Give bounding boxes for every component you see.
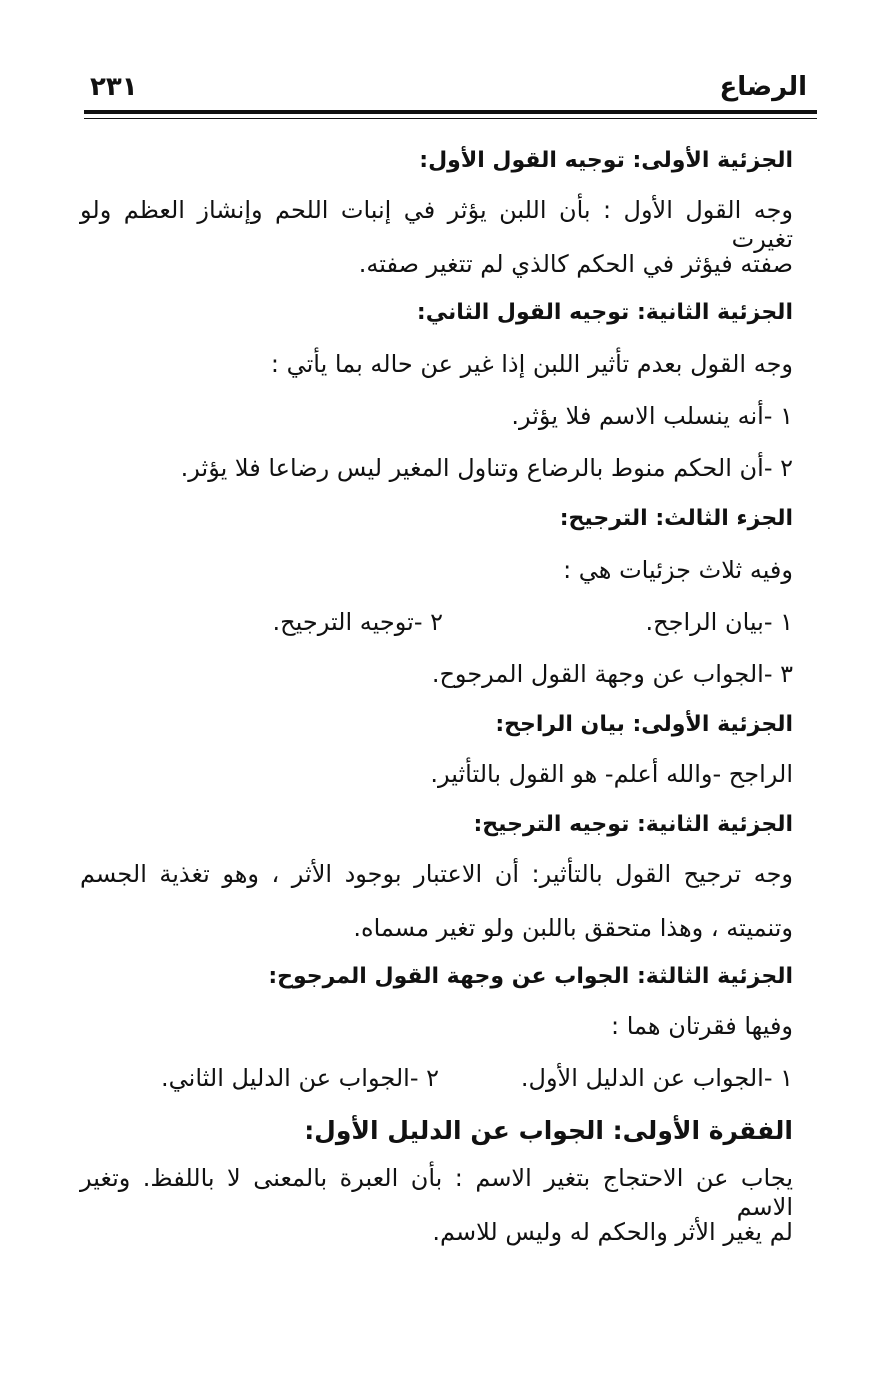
subheading-second-view: الجزئية الثانية: توجيه القول الثاني:	[416, 300, 793, 325]
paragraph-line: الراجح -والله أعلم- هو القول بالتأثير.	[430, 760, 793, 788]
paragraph-line: صفته فيؤثر في الحكم كالذي لم تتغير صفته.	[358, 250, 793, 278]
paragraph-line: يجاب عن الاحتجاج بتغير الاسم : بأن العبرة بالمعنى لا باللفظ. وتغير الاسم	[80, 1164, 793, 1221]
paragraph-line: وجه ترجيح القول بالتأثير: أن الاعتبار بوجود الأثر ، وهو تغذية الجسم	[80, 860, 793, 888]
heading-part-three: الجزء الثالث: الترجيح:	[559, 506, 793, 531]
paragraph-line: وفيها فقرتان هما :	[611, 1012, 793, 1040]
paragraph-line: لم يغير الأثر والحكم له وليس للاسم.	[432, 1218, 793, 1246]
page-header	[84, 72, 817, 112]
list-item: ٣ -الجواب عن وجهة القول المرجوح.	[431, 660, 793, 688]
heading-paragraph-one: الفقرة الأولى: الجواب عن الدليل الأول:	[304, 1116, 793, 1145]
list-item: ٢ -توجيه الترجيح.	[272, 608, 443, 636]
list-item: ١ -الجواب عن الدليل الأول.	[520, 1064, 793, 1092]
subheading-preference-reason: الجزئية الثانية: توجيه الترجيح:	[473, 812, 793, 837]
subheading-answer: الجزئية الثالثة: الجواب عن وجهة القول المرجوح:	[268, 964, 793, 989]
running-title: الرضاع	[719, 72, 807, 102]
paragraph-line: وفيه ثلاث جزئيات هي :	[563, 556, 793, 584]
subheading-preferred: الجزئية الأولى: بيان الراجح:	[495, 712, 793, 737]
header-rule-thick	[84, 110, 817, 114]
paragraph-line: وتنميته ، وهذا متحقق باللبن ولو تغير مسماه.	[353, 914, 793, 942]
list-item: ١ -بيان الراجح.	[645, 608, 793, 636]
paragraph-line: وجه القول بعدم تأثير اللبن إذا غير عن حاله بما يأتي :	[270, 350, 793, 378]
list-item: ٢ -الجواب عن الدليل الثاني.	[161, 1064, 439, 1092]
list-item: ٢ -أن الحكم منوط بالرضاع وتناول المغير ليس رضاعا فلا يؤثر.	[180, 454, 793, 482]
subheading-first-view: الجزئية الأولى: توجيه القول الأول:	[419, 148, 793, 173]
header-rule-thin	[84, 118, 817, 119]
list-item: ١ -أنه ينسلب الاسم فلا يؤثر.	[511, 402, 793, 430]
page-number: ٢٣١	[90, 72, 138, 102]
paragraph-line: وجه القول الأول : بأن اللبن يؤثر في إنبات اللحم وإنشاز العظم ولو تغيرت	[80, 196, 793, 253]
